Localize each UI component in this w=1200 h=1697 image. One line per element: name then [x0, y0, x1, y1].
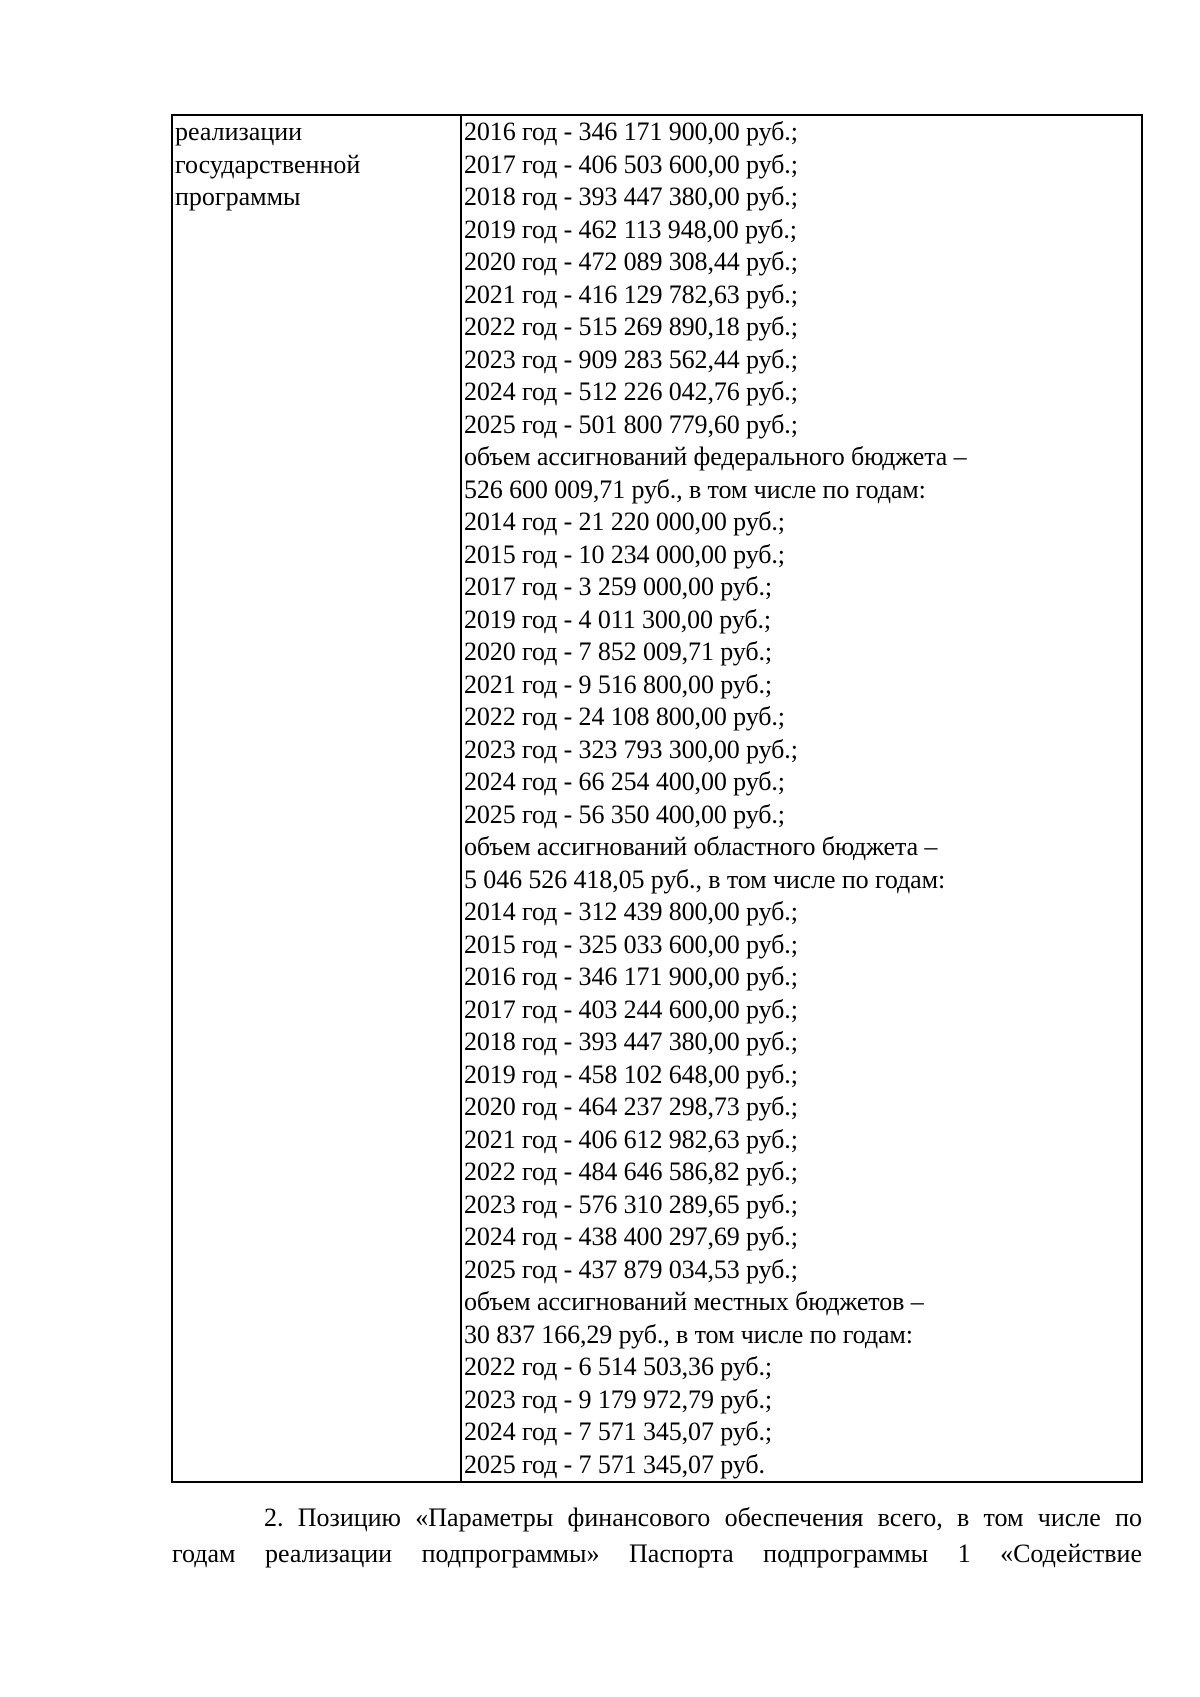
- value-line: 2021 год - 416 129 782,63 руб.;: [464, 279, 798, 309]
- value-line: 2018 год - 393 447 380,00 руб.;: [464, 182, 798, 211]
- value-line: 2020 год - 472 089 308,44 руб.;: [464, 247, 798, 276]
- value-line: 2018 год - 393 447 380,00 руб.;: [464, 1027, 798, 1056]
- value-line: 2014 год - 21 220 000,00 руб.;: [464, 507, 785, 536]
- value-line: 2015 год - 10 234 000,00 руб.;: [464, 539, 785, 569]
- value-line: 2021 год - 406 612 982,63 руб.;: [464, 1124, 798, 1154]
- value-line: 2017 год - 3 259 000,00 руб.;: [464, 572, 773, 601]
- value-line: 2024 год - 438 400 297,69 руб.;: [464, 1222, 798, 1251]
- value-line: 2024 год - 7 571 345,07 руб.;: [464, 1417, 773, 1446]
- value-line: 2022 год - 24 108 800,00 руб.;: [464, 702, 785, 731]
- values-cell: [461, 115, 1142, 1482]
- paragraph-line-1: [172, 1500, 1142, 1536]
- paragraph-line-2: годам реализации подпрограммы» Паспорта подпрограммы 1 «Содействие: [172, 1539, 1142, 1568]
- value-line: 30 837 166,29 руб., в том числе по годам:: [464, 1319, 913, 1349]
- value-line: 2025 год - 7 571 345,07 руб.: [464, 1449, 765, 1479]
- value-line: 2020 год - 464 237 298,73 руб.;: [464, 1092, 798, 1121]
- label-cell: [172, 115, 461, 1482]
- value-line: 2017 год - 403 244 600,00 руб.;: [464, 994, 798, 1024]
- value-line: 2022 год - 484 646 586,82 руб.;: [464, 1157, 798, 1186]
- value-line: 2016 год - 346 171 900,00 руб.;: [464, 117, 798, 146]
- value-line: 2025 год - 437 879 034,53 руб.;: [464, 1254, 798, 1284]
- value-line: объем ассигнований областного бюджета –: [464, 832, 938, 861]
- value-line: 2022 год - 515 269 890,18 руб.;: [464, 312, 798, 341]
- value-line: 2019 год - 4 011 300,00 руб.;: [464, 604, 772, 634]
- value-line: 2015 год - 325 033 600,00 руб.;: [464, 929, 798, 959]
- value-line: 2017 год - 406 503 600,00 руб.;: [464, 149, 798, 179]
- value-line: 2019 год - 462 113 948,00 руб.;: [464, 214, 797, 244]
- label-line: реализации: [175, 117, 303, 146]
- value-line: 2019 год - 458 102 648,00 руб.;: [464, 1059, 798, 1089]
- value-line: 2025 год - 501 800 779,60 руб.;: [464, 409, 798, 439]
- value-line: 2021 год - 9 516 800,00 руб.;: [464, 669, 773, 699]
- value-line: 2022 год - 6 514 503,36 руб.;: [464, 1352, 773, 1381]
- value-line: 2023 год - 323 793 300,00 руб.;: [464, 734, 798, 764]
- value-line: 2023 год - 909 283 562,44 руб.;: [464, 344, 798, 374]
- value-line: 5 046 526 418,05 руб., в том числе по годам:: [464, 864, 946, 894]
- value-line: 2024 год - 512 226 042,76 руб.;: [464, 377, 798, 406]
- value-line: 2023 год - 576 310 289,65 руб.;: [464, 1189, 798, 1219]
- label-line: программы: [175, 182, 301, 211]
- value-line: 2024 год - 66 254 400,00 руб.;: [464, 767, 785, 796]
- budget-table: [171, 114, 1143, 1483]
- value-line: объем ассигнований местных бюджетов –: [464, 1287, 924, 1316]
- value-line: 526 600 009,71 руб., в том числе по годам:: [464, 474, 926, 504]
- value-line: 2023 год - 9 179 972,79 руб.;: [464, 1384, 773, 1414]
- label-line: государственной: [175, 149, 361, 179]
- paragraph-text-1: 2. Позицию «Параметры финансового обеспечения всего, в том числе по: [264, 1503, 1142, 1532]
- value-line: 2025 год - 56 350 400,00 руб.;: [464, 799, 785, 829]
- table-row: [172, 115, 1142, 1482]
- value-line: 2020 год - 7 852 009,71 руб.;: [464, 637, 773, 666]
- value-line: 2016 год - 346 171 900,00 руб.;: [464, 962, 798, 991]
- value-line: 2014 год - 312 439 800,00 руб.;: [464, 897, 798, 926]
- value-line: объем ассигнований федерального бюджета –: [464, 442, 967, 471]
- values-cell-text: [464, 116, 1141, 1481]
- label-cell-text: [175, 116, 460, 214]
